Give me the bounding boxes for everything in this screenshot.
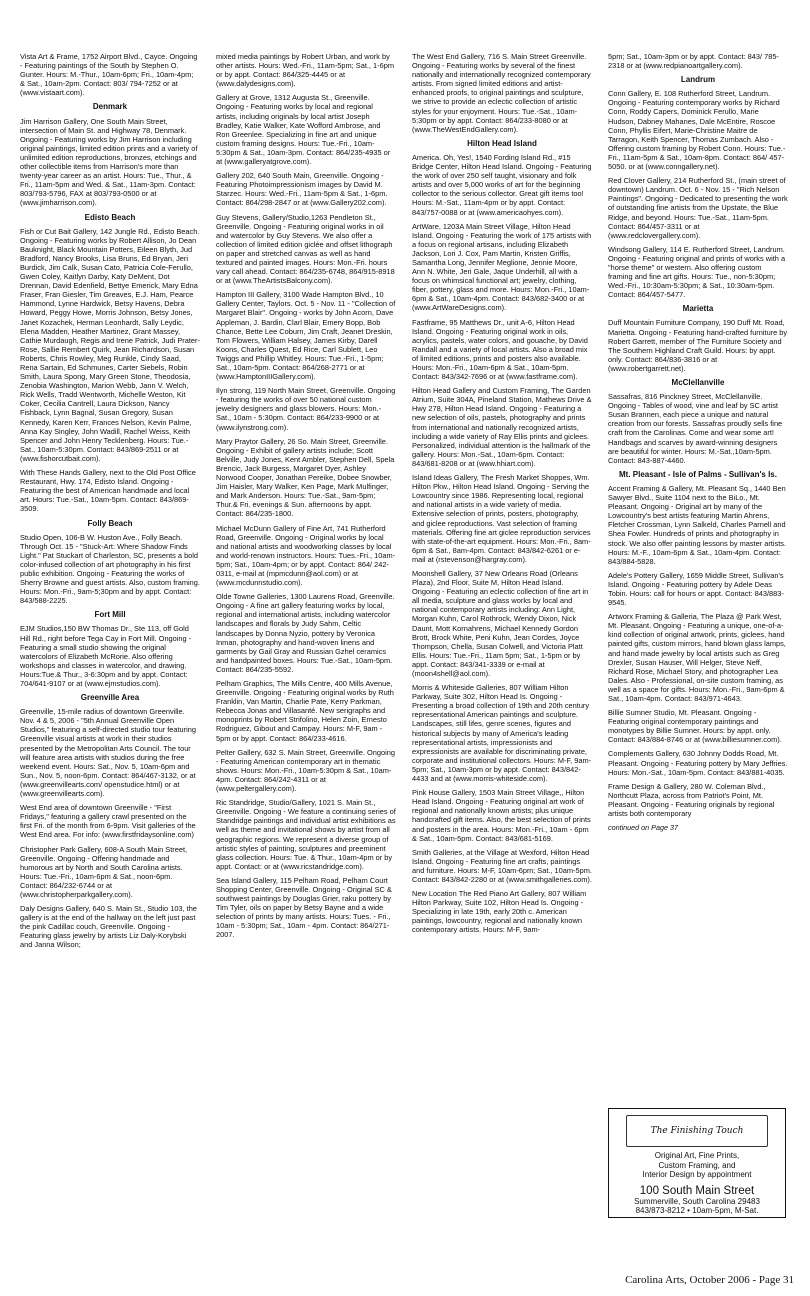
section-heading: Denmark (92, 102, 128, 112)
gallery-listing: Guy Stevens, Gallery/Studio,1263 Pendleton St., Greenville. Ongoing - Featuring original works in oil and watercolor by Guy Stevens. We also offer a collection of limited edition giclée and offset lithograph on paper and stretched canvas as well as hand textured and painted images. Hours: Mon.-Fri. hours vary call ahead. Contact: 864/235-6748, 864/915-8918 or at (www.TheArtistsBalcony.com). (216, 212, 395, 286)
continued-note: continued on Page 37 (608, 823, 678, 833)
gallery-listing: Fish or Cut Bait Gallery, 142 Jungle Rd., Edisto Beach. Ongoing - Featuring works by Robert Allison, Jo Dean Bauknight, Black Mountain Potters, Eileen Blyth, Jud Bradford, Nancy Brooks, Lisa Bruns, Ed Bryan, Jeri Burdick, Jim Calk, Susan Cato, Patricia Cole-Ferullo, Gwen Coley, Kaitlyn Darby, Katy DeMent, Dot Drennan, David Edenfield, Bettye Emerick, Mary Edna Fraser, Fran Giesler, Tim Greaves, E.J. Ham, Pearce Hammond, Lynne Hardwick, Betsy Havens, Debra Howard, Peggy Howe, Morris Johnson, Betsy Jones, Janet Kozachek, Herman Leonhardt, Sally Leydic, Elena Madden, Heather Martinez, Grant Massey, Cathie Murdaugh, Regis and Irene Patrick, Judi Prater-Rose, Sallie Rembert Quirk, Jean Richardson, Susan Roberts, Chris Rowley, Meg Runkle, Cindy Saad, Rena Sartain, Ed Schmunes, Carter Siebels, Robin Smith, Laura Spong, Mary Green Stone, Theodosia, Zenobia Washington, Marion Webb, Jann V. Welch, Rick Wells, Tradd Wentworth, Michelle Weston, Kit Coker, Cecilia Cantrell, Laura Dickson, Nancy Fishback, Lynn Bagnal, Susan Gregory, Susan Kennedy, Karen Kerr, Frances Nelson, Kevin Palme, Anna Kay Singley, John Wadill, Rachel Weiss, Keith Spencer and John Henry Tecklenberg. Hours: Tue.-Sat., 10am-5:30pm. Contact: 843/869-2511 or at (www.fishorcutbait.com). (20, 226, 200, 463)
gallery-listing: Adele's Pottery Gallery, 1659 Middle Street, Sullivan's Island. Ongoing - Featuring pottery by Adele Deas Tobin. Hours: call for hours or appt. Contact: 843/883-9545. (608, 570, 784, 608)
section-heading: Marietta (682, 304, 714, 314)
gallery-listing: Pelter Gallery, 632 S. Main Street, Greenville. Ongoing - Featuring American contemporary art in thematic shows. Hours: Mon.-Fri., 10am-5:30pm & Sat., 10am-4pm. Contact: 864/242-4311 or at (www.peltergallery.com). (216, 747, 395, 794)
section-heading: Landrum (680, 75, 716, 85)
section-heading: Hilton Head Island (467, 138, 537, 148)
column-1 (20, 52, 200, 1224)
ad-city: Summerville, South Carolina 29483 (634, 1196, 760, 1206)
gallery-listing: Pelham Graphics, The Mills Centre, 400 Mills Avenue, Greenville. Ongoing - Featuring original works by Ruth Franklin, Van Martin, Charlie Pate, Kerry Parkman, Rebecca Jonas and Villasanté. New serigraphs and monoprints by Robert Strifolino, Helen Zoin, Ernesto Rodriguez, Gibout and Campay. Hours: M-F, 9am - 5pm or by appt. Contact: 864/233-4616. (216, 679, 394, 743)
ad-description-line-3: Interior Design by appointment (642, 1170, 752, 1179)
gallery-listing: EJM Studios,150 BW Thomas Dr., Ste 113, off Gold Hill Rd., right before Tega Cay in Fort Mill. Ongoing - Featuring a small studio showing the original watercolors of Elizabeth McRorie. Also offering workshops and classes in watercolor, and drawing. Hours:Tue.& Thur., 3-6:30pm and by appt. Contact: 704/641-9107 or at (www.ejmstudios.com). (20, 624, 192, 688)
ad-address: 100 South Main Street (639, 1184, 755, 1197)
gallery-listing: Smith Galleries, at the Village at Wexford, Hilton Head Island. Ongoing - Featuring fine art crafts, paintings and furniture. Hours: M-F, 10am-6pm; Sat., 10am-5pm. Contact: 843/842-2280 or at (www.smithgalleries.com). (412, 847, 592, 884)
gallery-listing: America. Oh, Yes!, 1540 Fording Island Rd., #15 Bridge Center, Hilton Head Island. Ongoing - Featuring the work of over 250 self taught, visionary and folk artists and over 5,000 works of art for the beginning collector to the serious collector. Great gift items too! Hours: M.-Sat., 11am-4pm or by appt. Contact: 843/757-0088 or at (www.americaohyes.com). (412, 152, 592, 217)
ad-description-line-1: Original Art, Fine Prints, (654, 1151, 740, 1160)
gallery-listing: Greenville, 15-mile radius of downtown Greenville. Nov. 4 & 5, 2006 - "5th Annual Greenville Open Studios," featuring a self-directed studio tour featuring Greenville visual artists at work in their studios presented by the Metropolitan Arts Council. The tour will feature area artists with studios during the free weekend event. Hours: Sat., Nov. 5, 10am-6pm and Sun., Nov. 5, noon-6pm. Contact: 864/467-3132, or at (www.greenvillearts.com/ openstudice.html) or at (www.greenvillearts.com). (20, 707, 196, 799)
gallery-listing: Windsong Gallery, 114 E. Rutherford Street, Landrum. Ongoing - Featuring original and prints of works with a "horse theme" or western. Also offering custom framing and fine art gifts. Hours: Tue., non-5:30pm; Wed.-Fri., 10:30am-5:30pm; & Sat., 10:30am-5pm. Contact: 864/457-5477. (608, 244, 786, 300)
section-heading: Edisto Beach (84, 212, 136, 222)
gallery-listing: The West End Gallery, 716 S. Main Street Greenville. Ongoing - Featuring works by several of the finest nationally and internationally recognized contemporary artists. From signed limited editions and artist-enhanced proofs, to original paintings and sculpture, we strive to provide an eclectic collection of artistic styles for your enjoyment. Hours: Tue.-Sat., 10am-5:30pm or by appt. Contact: 864/233-8080 or at (www.TheWestEndGallery.com). (412, 52, 591, 134)
gallery-listing: Morris & Whiteside Galleries, 807 William Hilton Parkway, Suite 302, Hilton Head Is. Ongoing - Presenting a broad collection of 19th and 20th century representational American paintings and sculpture. Landscapes, still lifes, genre scenes, figures and historical subjects by many of America's leading representational artists, impressionists and expressionists are available for discriminating private, corporate and institutional collectors. Hours: M-F, 9am-5pm; Sat., 10am-3pm or by appt. Contact: 843/842-4433 and at (www.morris-whiteside.com). (412, 683, 592, 784)
gallery-listing: Fastframe, 95 Matthews Dr., unit A-6, Hilton Head Island. Ongoing - Featuring original work in oils, acrylics, pastels, water colors, and gouache, by David Randall and a variety of local artists. Also a broad mix of limited editions, prints and posters also available. Hours: Mon.-Fri., 10am-6pm & Sat., 10am-5pm. Contact: 843/342-7696 or at (www.fastframe.com). (412, 317, 588, 382)
gallery-listing: West End area of downtown Greenville - "First Fridays," featuring a gallery crawl presented on the first Fri. of the month from 6-9pm. Visit galleries of the West End area. For info: (www.firstfridaysonline.com) (20, 803, 196, 840)
gallery-listing: Mary Praytor Gallery, 26 So. Main Street, Greenville. Ongoing - Exhibit of gallery artists include; Scott Belville, Judy Jones, Kent Ambler, Stephen Dell, Spela Brencic, Jack Burgess, Margaret Dyer, Ashley Norwood Cooper, Jonathan Pereike, Dobee Snowber, Jim Haisler, Mary Walker, Ken Page, Mark Mulfinger, and Mark Anderson. Hours: Tue.-Sat., 9am-5pm; Thur.& Fri. evenings & Sun. afternoons by appt. Contact: 864/235-1800. (216, 436, 395, 519)
gallery-listing: Studio Open, 106-B W. Huston Ave., Folly Beach. Through Oct. 15 - "Stuck-Art: Where Shadow Finds Light." Pat Stuckart of Charleston, SC, presents a bold color-infused collection of art photography in his first public exhibition. Ongoing - Featuring the works of Sherry Browne and guest artists. Also, custom framing. Hours: Mon.-Fri., 9am-5;30pm and by appt. Contact: 843/588-2225. (20, 532, 200, 606)
column-3 (412, 52, 592, 1224)
gallery-listing: Moonshell Gallery, 37 New Orleans Road (Orleans Plaza), 2nd Floor, Suite M, Hilton Head Island. Ongoing - Featuring an eclectic collection of fine art in all media, sculpture and glass works by local and national contemporary artists including: Ann Light, Morgan Kuhn, Carol Rothrock, Wendy Dixon, Nick Daunt, Mott Kornahrens, Michael Kennedy Gordon Brott, Brock White, Peni Kuhn, Jean Cordes, Joyce Thompson, Chella, Susan Colwell, and Victoria Platt Ellis. Hours: Tue.-Fri., 11am 5pm; Sat., 1-5pm or by appt. Contact: 843/341-3339 or e-mail at (moon4shell@aol.com). (412, 568, 589, 678)
gallery-listing: Pink House Gallery, 1503 Main Street Village,, Hilton Head Island. Ongoing - Featuring original art work of regional and nationally known artists; plus unique handcrafted gift items. Also, the best selection of prints and posters in the area. Hours: Mon.-Fri., 10am - 6pm & Sat., 10am-5pm. Contact: 843/681-5169. (412, 788, 591, 843)
finishing-touch-advertisement (608, 1108, 786, 1218)
gallery-listing: Hilton Head Gallery and Custom Framing, The Garden Atrium, Suite 304A, Pineland Station, Mathews Drive & Hwy 278, Hilton Head Island. Ongoing - Featuring a new selection of oils, pastels, photography and prints from international and nationally recognized artists, including a wide variety of Ray Ellis prints and giclees. Personalized, individual attention is the hallmark of the gallery. Hours: Mon.-Sat., 10am-6pm. Contact: 843/681-8208 or at (www.hhiart.com). (412, 386, 592, 468)
gallery-listing: With These Hands Gallery, next to the Old Post Office Restaurant, Hwy. 174, Edisto Island. Ongoing - Featuring the best of American handmade and local art. Hours: Tue.-Sat., 10am-5pm. Contact: 843/869-3509. (20, 468, 196, 514)
gallery-listing: Gallery at Grove, 1312 Augusta St., Greenville. Ongoing - Featuring works by local and regional artists, including originals by local artist Joseph Bradley, Katie Walker, Kate Wofford Ambrose, and Ron Greenlee. Specializing in fine art and unique custom framing designs. Hours: Tue.-Fri., 10am-5:30pm & Sat., 10am-3pm. Contact: 864/235-4935 or at (www.galleryatgrove.com). (216, 93, 391, 167)
gallery-listing: Sassafras, 816 Pinckney Street, McClellanville. Ongoing - Tables of wood, vine and leaf by SC artist Susan Brannen, each piece a unique and natural creation from our forests. Sassafras proudly sells fine craft from the Carolinas. Come and wear some art! Handbags and scarves by award-winning designers are beautiful for winter. Hours: M.-Sat.,10am-5pm. Contact: 843-887-4460. (608, 392, 783, 465)
gallery-listing: 5pm; Sat., 10am-3pm or by appt. Contact: 843/ 785-2318 or at (www.redpianoartgallery.com). (608, 52, 779, 71)
section-heading: Mt. Pleasant - Isle of Palms - Sullivan's Is. (619, 469, 777, 479)
page-footer: Carolina Arts, October 2006 - Page 31 (625, 1274, 794, 1286)
gallery-listing: Sea Island Gallery, 115 Pelham Road, Pelham Court Shopping Center, Greenville. Ongoing - Original SC & southwest paintings by Douglas Grier, raku pottery by Tim Tyler, oils on paper by Betsy Bayne and a wide selection of prints by many artists. Hours: Tues. - Fri., 10am - 5:30pm; Sat., 10am - 4pm. Contact: 864/271-2007. (216, 875, 392, 940)
gallery-listing: Gallery 202, 640 South Main, Greenville. Ongoing - Featuring Photoimpressionism images by David M. Starzec. Hours: Wed.-Fri., 11am-5pm & Sat., 1-6pm. Contact: 864/298-2847 or at (www.Gallery202.com). (216, 171, 388, 208)
column-2 (216, 52, 396, 1224)
gallery-listing: Christopher Park Gallery, 608-A South Main Street, Greenville. Ongoing - Offering handmade and humorous art by North and South Carolina artists. Hours: Tue.-Fri., 10am-6pm & Sat., noon-6pm. Contact: 864/232-6744 or at (www.christopherparkgallery.com). (20, 844, 188, 899)
gallery-listing: Daly Designs Gallery, 640 S. Main St., Studio 103, the gallery is at the end of the hallway on the left just past the pink Cadillac couch, Greenville. Ongoing - Featuring glass jewelry by artists Liz Daly-Korybski and Janna Wilson; (20, 904, 197, 950)
gallery-listing: Frame Design & Gallery, 280 W. Coleman Blvd., Northcutt Plaza, across from Patriot's Point, Mt. Pleasant. Ongoing - Featuring originals by regional artists both contemporary (608, 781, 775, 819)
newspaper-page (20, 52, 792, 1278)
gallery-listing: Michael McDunn Gallery of Fine Art, 741 Rutherford Road, Greenville. Ongoing - Original works by local and national artists and woodworking classes by local and world-renown instructors. Hours: Tues.-Fri., 10am-5pm; Sat., 10am-4pm; or by appt. Contact: 864/ 242-0311, e-mail at (mpmcdunn@aol.com) or at (www.mcdunnstudio.com). (216, 523, 396, 588)
gallery-listing: Island Ideas Gallery, The Fresh Market Shoppes, Wm. Hilton Pkw., Hilton Head Island. Ongoing - Serving the Lowcountry since 1986. Representing local, regional and national artists in a wide variety of media. Extensive selection of prints, posters, photography, and giclee reproductions. Vast selection of framing materials. Offering fine art giclee reproduction services with state-of-the-art equipment. Hours: Mon.-Fri., 8am-6pm & Sat., 8am-4pm. Contact: 843/842-6261 or e-mail at (rstevenson@hargray.com). (412, 473, 591, 564)
gallery-listing: Complements Gallery, 630 Johnny Dodds Road, Mt. Pleasant. Ongoing - Featuring pottery by Mary Jeffries. Hours: Mon.-Sat., 10am-5pm. Contact: 843/881-4035. (608, 749, 788, 777)
gallery-listing: Duff Mountain Furniture Company, 190 Duff Mt. Road, Marietta. Ongoing - Featuring hand-crafted furniture by Robert Garrett, member of The Furniture Society and The Southern Highland Craft Guild. Hours: by appt. only. Contact: 864/836-3816 or at (www.robertgarrett.net). (608, 318, 788, 373)
gallery-listing: Conn Gallery, E. 108 Rutherford Street, Landrum. Ongoing - Featuring contemporary works by Richard Conn, Roddy Capers, Dominick Ferullo, Marie Hudson, Dabney Mahanes, Dale McEntire, Roscoe Conn, Phyllis Eifert, Marie-Christine Maitre de Tarragon, Keith Spencer, Thomas Zumbach. Also - Offering custom framing by Robert Conn. Hours: Tue.-Fri., 11am-5pm & Sat., 10am-8pm. Contact: 864/ 457-5050. or at (www.conngallery.net). (608, 89, 786, 172)
gallery-listing: Billie Sumner Studio, Mt. Pleasant. Ongoing - Featuring original contemporary paintings and monotypes by Billie Sumner. Hours: by appt. only. Contact: 843/884-8746 or at (www.billiesumner.com). (608, 708, 782, 745)
section-heading: Greenville Area (80, 693, 140, 703)
gallery-listing: Vista Art & Frame, 1752 Airport Blvd., Cayce. Ongoing - Featuring paintings of the South by Stephen O. Gunter. Hours: M.-Thur., 10am-6pm; Fri., 10am-4pm; & Sat., 10am-2pm. Contact: 803/ 794-7252 or at (www.vistaart.com). (20, 52, 198, 98)
ad-description-line-2: Custom Framing, and (658, 1160, 736, 1170)
gallery-listing: Hampton III Gallery, 3100 Wade Hampton Blvd., 10 Gallery Center, Taylors. Oct. 5 - Nov. 11 - "Collection of Margaret Blair". Ongoing - works by John Acorn, Dave Appleman, J. Bardin, Clarl Blair, Emery Bopp, Bob Chance, Bette Lee Coburn, Jim Craft, Jeanet Dreskin, Tom Flowers, William Halsey, James Kirby, Darell Koons, Charles Quest, Ed Rice, Carl Sublett, Leo Twiggs and Phillip Whitley. Hours: Tue.-Fri., 1-5pm; Sat., 10am-5pm. Contact: 864/268-2771 or at (www.HamptonIIIGallery.com). (216, 290, 396, 382)
gallery-listing: ArtWare, 1203A Main Street Village, Hilton Head Island. Ongoing - Featuring the work of 175 artists with a focus on regional artisans, including Elizabeth Jackson, Lori J. Cox, Pam Martin, Kristen Griffis, Samantha Long, Jennifer Meglione, Jennie Moore, Ann N. White, Jeri Gale, Jaque Underhill, all with a focus on whimsical functional art; jewelry, clothing, fiber, pottery, glass and more. Hours: Mon.-Fri., 10am-6pm & Sat., 10am-4pm. Contact: 843/682-3400 or at (www.ArtWareDesigns.com). (412, 221, 592, 313)
section-heading: Folly Beach (87, 518, 133, 528)
gallery-listing: mixed media paintings by Robert Urban, and work by other artists. Hours: Wed.-Fri., 11am-5pm; Sat., 1-6pm or by appt. Contact: 864/325-4445 or at (www.dalydesigns.com). (216, 52, 394, 89)
column-4 (608, 52, 788, 1052)
ad-phone-hours: 843/873-8212 • 10am-5pm, M-Sat. (635, 1205, 759, 1215)
gallery-listing: Jim Harrison Gallery, One South Main Street, intersection of Main St. and Highway 78, Denmark. Ongoing - Featuring works by Jim Harrison including original paintings, limited edition prints and a variety of unlimited edition reproductions, bronzes, etchings and other collectible items from Harrison's more than twenty-year career as an artist. Hours: Tue., Thur., & Fri., 11am-5pm and Wed. & Sat., 11am-3pm. Contact: 803/793-5796, FAX at 803/793-0500 or at (www.jimharrison.com). (20, 116, 198, 208)
gallery-listing: Ric Standridge, Studio/Gallery, 1021 S. Main St., Greenville. Ongoing - We feature a continuing series of Standridge paintings and individual artist exhibitions as well as theme and invitational shows by artist from all geographic regions. We represent a diverse group of artistic styles of painting, sculptures and preeminent glass collection. Hours: Tue. & Thur., 10am-4pm or by appt. Contact: or at (www.ricstandridge.com). (216, 798, 396, 871)
section-heading: Fort Mill (94, 610, 126, 620)
gallery-listing: New Location The Red Piano Art Gallery, 807 William Hilton Parkway, Suite 102, Hilton Head Is. Ongoing - Specializing in late 19th, early 20th c. American paintings, lowcountry, regional and nationally known contemporary artists. Hours: M-F, 9am- (412, 889, 587, 935)
gallery-listing: Ilyn strong, 119 North Main Street, Greenville. Ongoing - featuring the works of over 50 national custom jewelry designers and glass blowers. Hours: Mon.-Sat., 10am - 5:30pm. Contact: 864/233-9900 or at (www.ilynstrong.com). (216, 386, 396, 432)
finishing-touch-logo (626, 1115, 768, 1147)
gallery-listing: Red Clover Gallery, 214 Rutherford St., (main street of downtown) Landrum. Oct. 6 - Nov. 15 - "Rich Nelson Paintings". Ongoing - Dedicated to presenting the work of outstanding fine artists from the Upstate, the Blue Ridge, and beyond. Hours: Tue.-Sat., 11am-5pm. Contact: 864/457-3311 or at (www.redclovergallery.com). (608, 176, 788, 240)
gallery-listing: Artworx Framing & Galleria, The Plaza @ Park West, Mt. Pleasant. Ongoing - Featuring a unique, one-of-a-kind collection of original artwork, prints, giclees, hand painted gifts, custom mirrors, hand blown glass lamps, and hand made jewelry by local artists such as Greg Drexler, Susan Hauser, Will Helger, Steve Neff, Richard Rose, Michael Story, and photographer Lea Dales. Also - Professional, on-site custom framing, as well as a space for gifts. Hours: Mon.-Fri., 9am-6pm & Sat., 10am-4pm. Contact: 843/971-4643. (608, 612, 786, 703)
gallery-listing: Accent Framing & Gallery, Mt. Pleasant Sq., 1440 Ben Sawyer Blvd., Suite 1104 next to the BiLo., Mt. Pleasant. Ongoing - Original art by many of the Lowcountry's best artists featuring Martin Ahrens, Fletcher Crossman, Lynn Salkeld, Charles Parnell and Shea Fowler. Hundreds of prints and photography in stock. We also offer painting lessons by master artists. Hours: M.-F., 10am-6pm & Sat., 10am-4pm. Contact: 843/884-5828. (608, 483, 786, 566)
logo-text: The Finishing Touch (650, 1126, 744, 1136)
section-heading: McClellanville (671, 378, 725, 387)
gallery-listing: Olde Towne Galleries, 1300 Laurens Road, Greenville. Ongoing - A fine art gallery featuring works by local, regional and international artists, including watercolor landscapes and florals by Judy Sahm, Celtic landscapes by Donna Nyzio, pottery by Veronica Inman, photography and hand-woven linens and garments by Gail Gray and Russian Gzhel ceramics and handpainted boxes. Hours: Tue.-Sat., 10am-5pm. Contact: 864/235-5592. (216, 592, 395, 674)
